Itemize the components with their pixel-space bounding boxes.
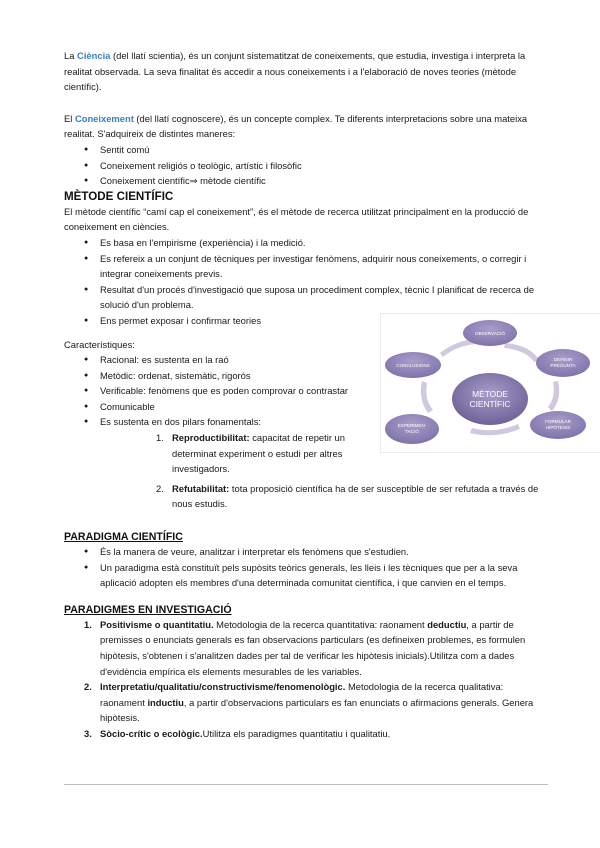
paradigm-item	[84, 679, 548, 726]
pillar-term: Reproductibilitat:	[172, 432, 250, 444]
coneixement-term: Coneixement	[74, 112, 134, 124]
metode-heading: MÈTODE CIENTÍFIC	[64, 189, 174, 203]
pillar-text: tota proposició científica ha de ser susceptible de ser refutada a través de nous estudis.	[172, 482, 539, 510]
keyword: deductiu	[427, 618, 467, 630]
item-number: 1.	[156, 432, 164, 444]
paradigm-item	[84, 617, 548, 679]
footer-divider	[64, 784, 548, 785]
text: El	[64, 112, 75, 124]
item-number: 2.	[156, 482, 164, 494]
paradigma-heading: PARADIGMA CIENTÍFIC	[64, 531, 183, 544]
list-item: ● Coneixement religiós o teològic, artístic i filosòfic	[84, 158, 548, 174]
scientific-method-diagram	[380, 313, 600, 453]
item-number: 1.	[84, 618, 92, 630]
paradigm-term: Positivisme o quantitatiu.	[100, 618, 214, 630]
list-item: ● Es refereix a un conjunt de tècniques per investigar fenòmens, adquirir nous coneixements, o corregir i integrar coneixements previs.	[84, 251, 548, 282]
metode-definition: El mètode científic “camí cap el coneixement”, és el mètode de recerca utilitzat principalment en la producció de coneixement en ciències.	[64, 205, 529, 233]
node-label: OBSERVACIÓ	[475, 331, 505, 336]
node-label: FORMULAR HIPÒTESIS	[545, 419, 571, 430]
list-item: ● Sentit comú	[84, 142, 548, 158]
list-item: ● Es sustenta en dos pilars fonamentals:	[84, 414, 548, 430]
text: Metodologia de la recerca qualitativa: raonament	[100, 681, 504, 708]
coneixement-paragraph	[64, 111, 548, 142]
list-item: ● Comunicable	[84, 399, 548, 415]
list-item: ● Un paradigma està constituït pels supòsits teòrics generals, les lleis i les tècniques que per a la seva aplicació adopten els membres d'una determinada comunitat científica, i que canvien en el temps.	[84, 560, 548, 591]
ciencia-term: Ciència	[77, 50, 111, 61]
text: (del llatí scientia), és un conjunt sistematitzat de coneixements, que estudia, investiga i interpreta la realitat observada. La seva finalitat és accedir a nous coneixements i a l'elaboració de noves teories (mètode científic).	[64, 50, 526, 93]
text: Metodologia de la recerca quantitativa: raonament	[213, 618, 428, 630]
center-label: MÈTODE CIENTÍFIC	[469, 389, 511, 409]
list-item: ● Metòdic: ordenat, sistemàtic, rigorós	[84, 368, 548, 384]
paradigm-term: Sòcio-crític o ecològic.	[100, 727, 203, 739]
pillar-item	[64, 430, 352, 477]
ciencia-paragraph	[64, 48, 548, 95]
list-item: ● Coneixement científic⇒ mètode científic	[84, 173, 548, 189]
node-label: EXPERIMEN-TACIÓ	[397, 423, 427, 434]
list-item: ● Es basa en l'empirisme (experiència) i la medició.	[84, 235, 548, 251]
list-item: ● És la manera de veure, analitzar i interpretar els fenòmens que s'estudien.	[84, 544, 548, 560]
text: La	[64, 50, 78, 61]
list-item: ● Resultat d'un procés d'investigació que suposa un procediment complex, tècnic I planificat de recerca de solució d'un problema.	[84, 282, 548, 313]
list-item: ● Racional: es sustenta en la raó	[84, 352, 548, 368]
pillar-term: Refutabilitat:	[172, 482, 230, 494]
node-label: CONCLUSIONS	[396, 363, 430, 368]
text: , a partir de premisses o enunciats generals es fan observacions particulars (es defineixen problemes, es formulen hipòtesis, s'obtenen i s'analitzen dades per tal de verificar les hipòtesis inicials).Utilitza com a dades d'evidència empírica els elements mesurables de les variables.	[100, 618, 526, 677]
text: (del llatí cognoscere), és un concepte complex. Te diferents interpretacions sobre una mateixa realitat. S'adquireix de distintes maneres:	[64, 112, 528, 140]
item-number: 3.	[84, 727, 92, 739]
keyword: inductiu	[147, 696, 184, 708]
text: , a partir d'observacions particulars es fan enunciats o afirmacions generals. Genera hipòtesis.	[100, 696, 534, 724]
text: Utilitza els paradigmes quantitatiu i qualitatiu.	[202, 727, 391, 739]
paradigm-term: Interpretatiu/qualitatiu/constructivisme/fenomenològic.	[100, 681, 346, 693]
paradigmes-heading: PARADIGMES EN INVESTIGACIÓ	[64, 603, 232, 616]
paradigma-points	[64, 544, 548, 591]
pillar-text: capacitat de repetir un determinat experiment o estudi per altres investigadors.	[172, 432, 345, 475]
list-item: ● Verificable: fenòmens que es poden comprovar o contrastar	[84, 383, 548, 399]
node-label: DEFINIR PREGUNTA	[550, 357, 576, 368]
paradigm-item	[84, 726, 548, 742]
item-number: 2.	[84, 681, 92, 693]
ways-list	[64, 142, 548, 189]
pillar-item	[64, 481, 548, 512]
list-item: ● Ens permet exposar i confirmar teories	[84, 313, 548, 329]
characteristics-label: Característiques:	[64, 338, 135, 350]
paradigmes-list	[64, 617, 548, 742]
